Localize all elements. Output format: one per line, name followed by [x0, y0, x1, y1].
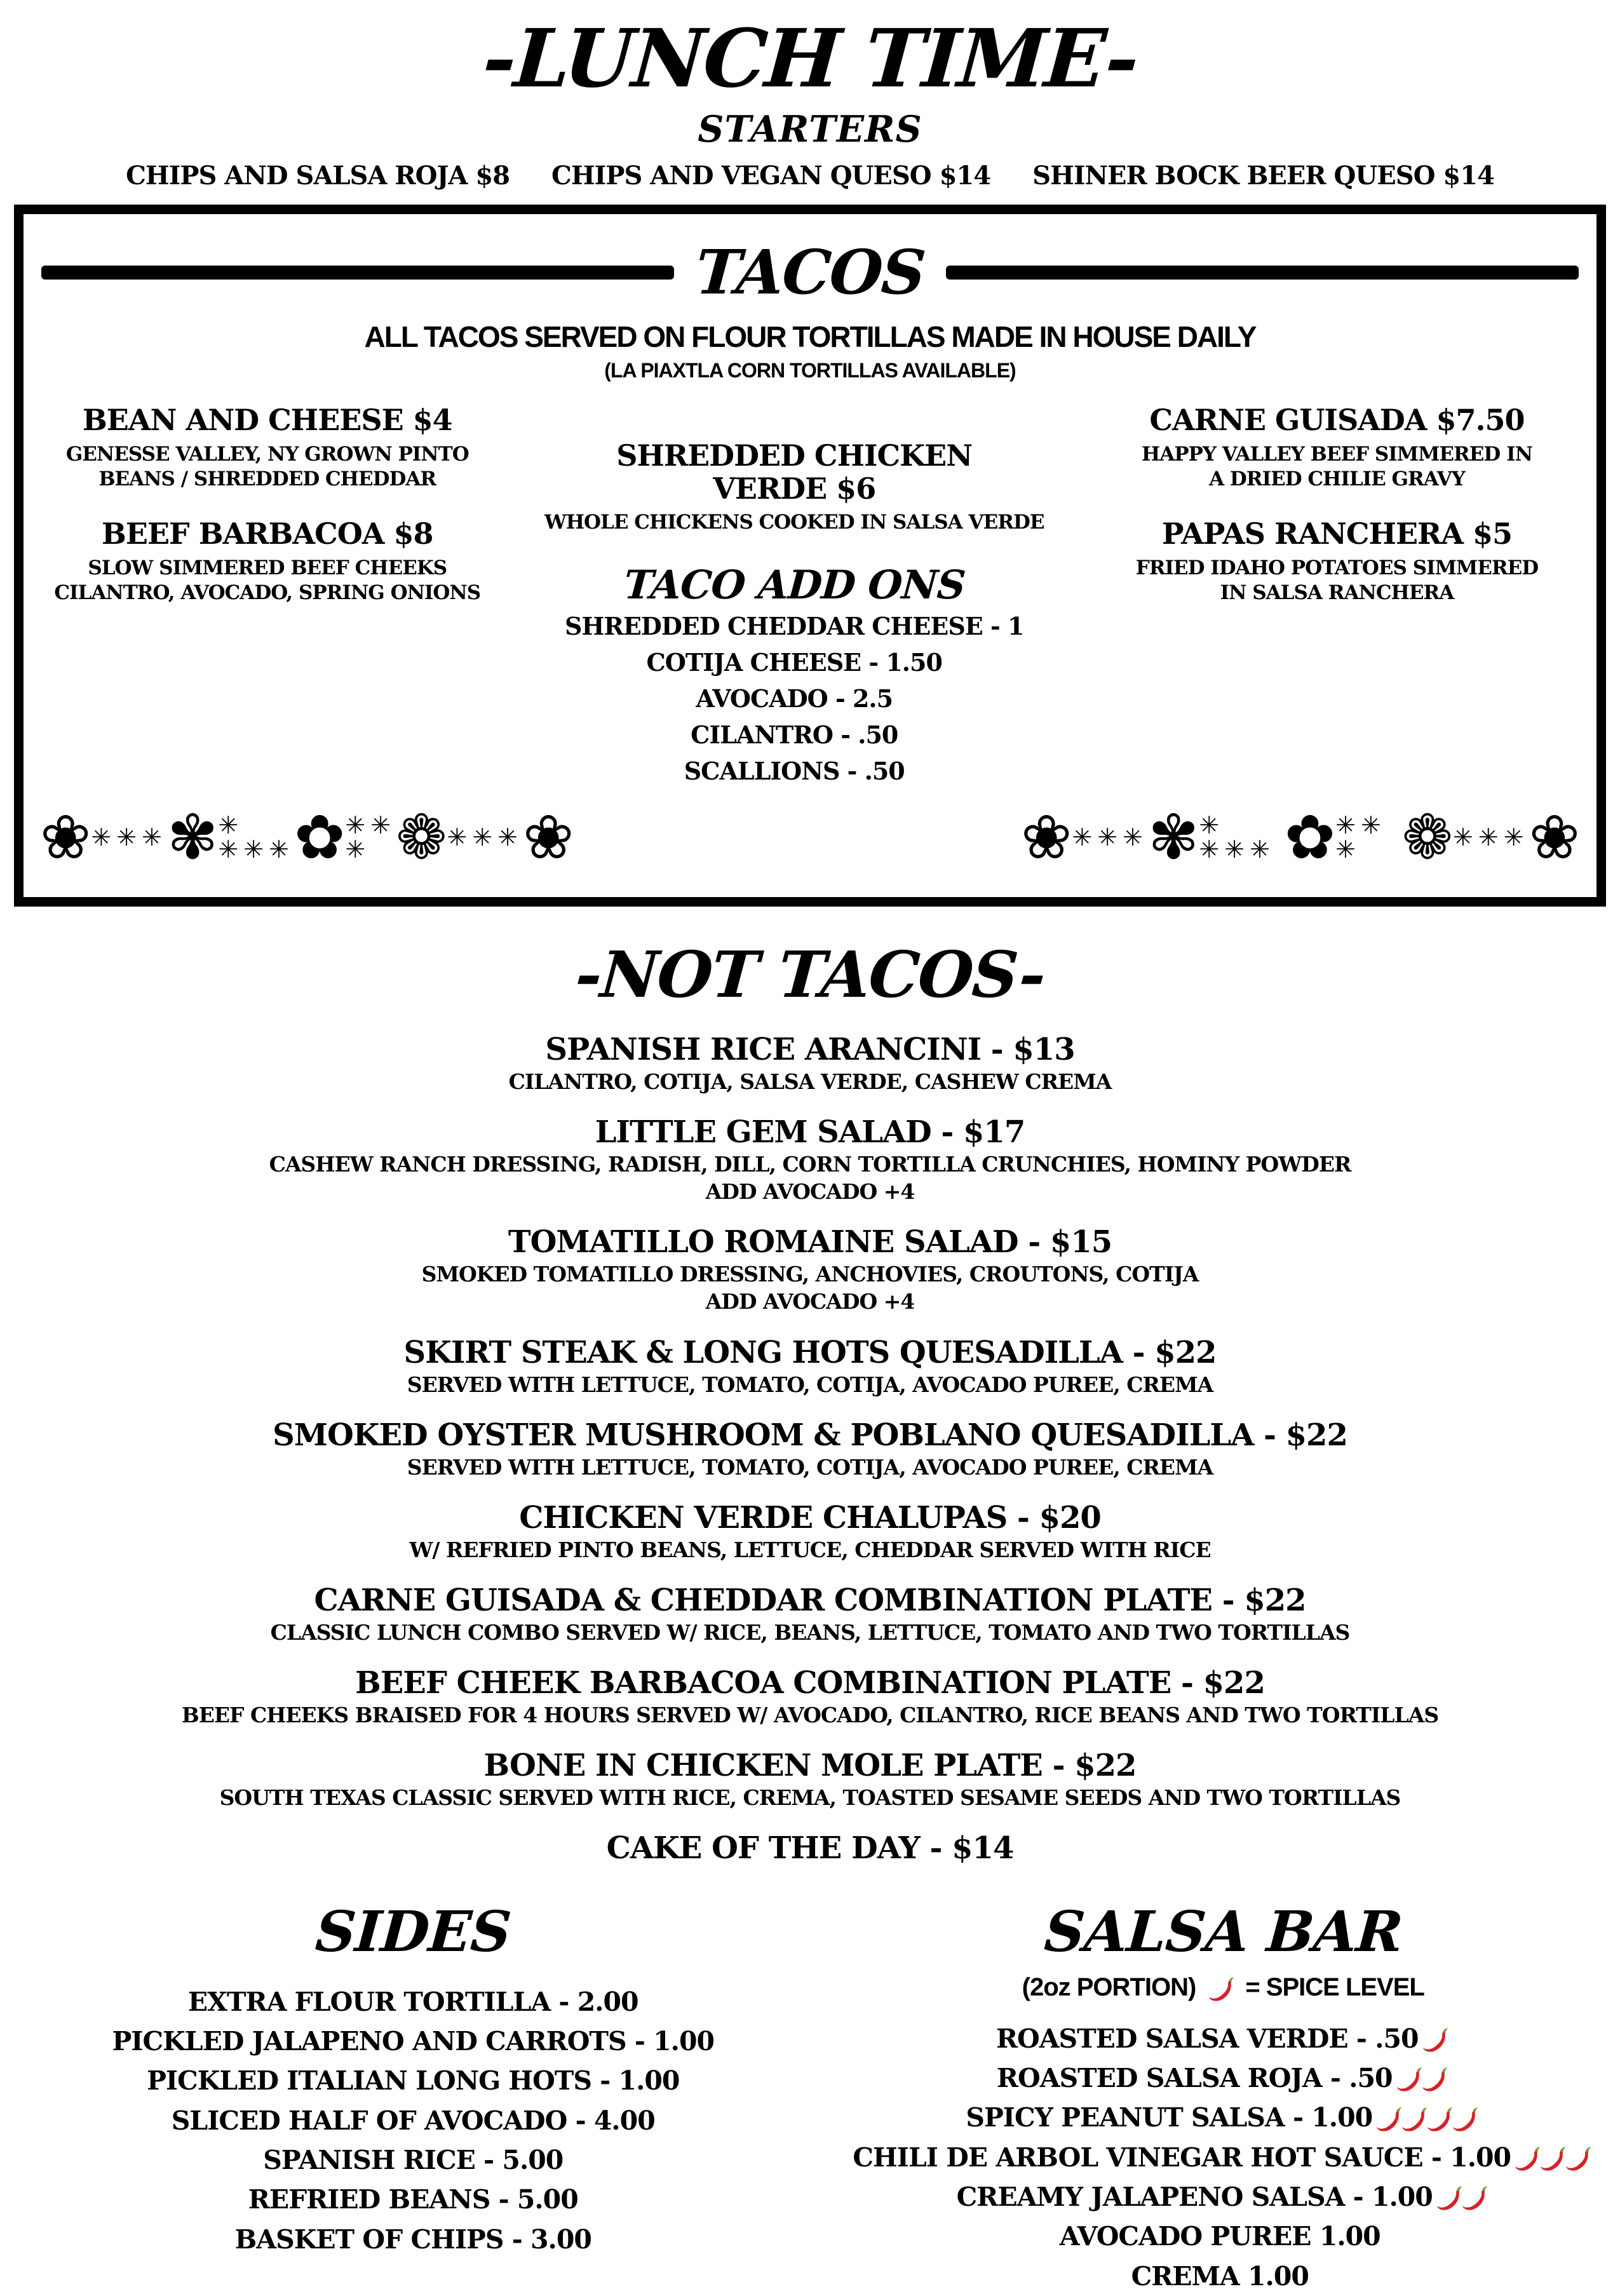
item-name: BEEF CHEEK BARBACOA COMBINATION PLATE - $22 [0, 1666, 1620, 1700]
item-description: CLASSIC LUNCH COMBO SERVED W/ RICE, BEANS, LETTUCE, TOMATO AND TWO TORTILLAS [0, 1619, 1620, 1645]
flower-icon: ✿ [294, 807, 345, 868]
menu-item [0, 1749, 1620, 1811]
page-title: -LUNCH TIME- [0, 17, 1620, 100]
item-name: CREAMY JALAPENO SALSA - 1.00 [957, 2177, 1433, 2217]
item-name: SPICY PEANUT SALSA - 1.00 [966, 2098, 1372, 2137]
item-description: HAPPY VALLEY BEEF SIMMERED IN A DRIED CHILIE GRAVY [1133, 442, 1540, 492]
spice-level-note: = SPICE LEVEL [1245, 1973, 1424, 2002]
item-name: PAPAS RANCHERA $5 [1077, 518, 1596, 551]
star-sprigs-icon: ✳✳✳ [1072, 825, 1148, 849]
flower-icon: ✾ [1148, 807, 1199, 868]
item-description: BEEF CHEEKS BRAISED FOR 4 HOURS SERVED W/ AVOCADO, CILANTRO, RICE BEANS AND TWO TORTILLAS [0, 1702, 1620, 1728]
menu-item [511, 440, 1077, 535]
salsa-item [827, 2177, 1620, 2217]
salsa-item [827, 2217, 1620, 2256]
starter-item: SHINER BOCK BEER QUESO $14 [1032, 161, 1494, 191]
star-sprigs-icon: ✳ ✳✳✳ [1199, 813, 1284, 861]
flower-icon: ❀ [40, 807, 91, 868]
tacos-column-middle [511, 404, 1077, 789]
flower-icon: ✾ [167, 807, 218, 868]
menu-item [24, 404, 511, 491]
menu-item [1077, 404, 1596, 491]
salsa-item [827, 2257, 1620, 2296]
chili-pepper-icon [1421, 2027, 1450, 2056]
item-name: BEEF BARBACOA $8 [24, 518, 511, 551]
chili-pepper-icon [1451, 2106, 1480, 2135]
menu-item [0, 1832, 1620, 1865]
tacos-heading: TACOS [672, 242, 948, 303]
taco-add-ons-list [511, 608, 1077, 789]
tacos-heading-row [24, 242, 1596, 303]
side-item: SPANISH RICE - 5.00 [0, 2140, 827, 2180]
heading-rule-left [41, 266, 674, 280]
item-name: SHREDDED CHICKEN VERDE $6 [610, 440, 978, 505]
starters-list [0, 161, 1620, 191]
chili-pepper-icon [1207, 1976, 1236, 2005]
flower-divider-right [1021, 807, 1580, 868]
item-description: SERVED WITH LETTUCE, TOMATO, COTIJA, AVOCADO PUREE, CREMA [0, 1372, 1620, 1398]
tacos-section [14, 205, 1606, 907]
sides-section [0, 1898, 827, 2296]
flower-divider-left [40, 807, 542, 868]
item-name: BONE IN CHICKEN MOLE PLATE - $22 [0, 1749, 1620, 1783]
side-item: BASKET OF CHIPS - 3.00 [0, 2220, 827, 2259]
flower-icon: ❁ [396, 807, 447, 868]
bottom-sections [0, 1898, 1620, 2296]
spice-level-indicator [1517, 2145, 1593, 2175]
item-name: SPANISH RICE ARANCINI - $13 [0, 1033, 1620, 1067]
tacos-column-left [24, 404, 511, 789]
salsa-item [827, 2058, 1620, 2098]
item-description: SMOKED TOMATILLO DRESSING, ANCHOVIES, CROUTONS, COTIJA [0, 1261, 1620, 1287]
flower-icon: ❁ [1402, 807, 1453, 868]
item-name: LITTLE GEM SALAD - $17 [0, 1116, 1620, 1149]
heading-rule-right [946, 266, 1579, 280]
menu-item [0, 1336, 1620, 1398]
menu-item [0, 1419, 1620, 1480]
item-name: CAKE OF THE DAY - $14 [0, 1832, 1620, 1865]
item-name: CHILI DE ARBOL VINEGAR HOT SAUCE - 1.00 [853, 2138, 1511, 2177]
item-name: AVOCADO PUREE 1.00 [1060, 2217, 1380, 2256]
item-description: FRIED IDAHO POTATOES SIMMERED IN SALSA RANCHERA [1133, 556, 1540, 605]
star-sprigs-icon: ✳✳✳ [447, 825, 523, 849]
taco-add-ons-heading: TACO ADD ONS [510, 562, 1079, 608]
salsa-bar-note [827, 1973, 1620, 2002]
side-item: PICKLED ITALIAN LONG HOTS - 1.00 [0, 2061, 827, 2100]
menu-item [0, 1116, 1620, 1205]
item-name: CARNE GUISADA & CHEDDAR COMBINATION PLATE - $22 [0, 1584, 1620, 1617]
menu-item [0, 1584, 1620, 1645]
flower-icon: ❀ [523, 807, 574, 868]
add-on-item: SHREDDED CHEDDAR CHEESE - 1 [511, 608, 1077, 644]
salsa-bar-heading: SALSA BAR [824, 1898, 1620, 1964]
salsa-item [827, 2019, 1620, 2058]
tacos-grid [24, 404, 1596, 789]
menu-item [24, 518, 511, 605]
chili-pepper-icon [1564, 2145, 1593, 2175]
add-on-item: COTIJA CHEESE - 1.50 [511, 644, 1077, 680]
star-sprigs-icon: ✳✳✳ [1453, 825, 1529, 849]
item-description: SERVED WITH LETTUCE, TOMATO, COTIJA, AVOCADO PUREE, CREMA [0, 1454, 1620, 1480]
side-item: SLICED HALF OF AVOCADO - 4.00 [0, 2101, 827, 2140]
tacos-note: ALL TACOS SERVED ON FLOUR TORTILLAS MADE IN HOUSE DAILY [24, 320, 1596, 354]
menu-page [0, 17, 1620, 2296]
item-description: WHOLE CHICKENS COOKED IN SALSA VERDE [511, 510, 1077, 535]
item-name: TOMATILLO ROMAINE SALAD - $15 [0, 1226, 1620, 1259]
item-extra: ADD AVOCADO +4 [0, 1178, 1620, 1205]
item-extra: ADD AVOCADO +4 [0, 1288, 1620, 1314]
chili-pepper-icon [1461, 2185, 1490, 2214]
add-on-item: SCALLIONS - .50 [511, 753, 1077, 789]
flower-icon: ✿ [1285, 807, 1335, 868]
not-tacos-heading: -NOT TACOS- [0, 937, 1620, 1012]
item-name: ROASTED SALSA VERDE - .50 [996, 2019, 1419, 2058]
item-description: SLOW SIMMERED BEEF CHEEKS CILANTRO, AVOCADO, SPRING ONIONS [45, 556, 490, 605]
item-description: W/ REFRIED PINTO BEANS, LETTUCE, CHEDDAR SERVED WITH RICE [0, 1537, 1620, 1563]
item-name: CREMA 1.00 [1131, 2257, 1309, 2296]
side-item: REFRIED BEANS - 5.00 [0, 2180, 827, 2219]
star-sprigs-icon: ✳ ✳✳✳ [218, 813, 294, 861]
side-item: EXTRA FLOUR TORTILLA - 2.00 [0, 1982, 827, 2022]
chili-pepper-icon [1421, 2066, 1450, 2095]
item-name: CHICKEN VERDE CHALUPAS - $20 [0, 1501, 1620, 1535]
star-sprigs-icon: ✳✳ ✳ [345, 813, 396, 861]
starter-item: CHIPS AND SALSA ROJA $8 [126, 161, 510, 191]
spice-legend-pepper [1211, 1976, 1236, 2005]
menu-item [0, 1501, 1620, 1563]
spice-level-indicator [1425, 2027, 1450, 2056]
menu-item [0, 1226, 1620, 1314]
item-name: SKIRT STEAK & LONG HOTS QUESADILLA - $22 [0, 1336, 1620, 1370]
salsa-bar-section [827, 1898, 1620, 2296]
portion-note: (2oz PORTION) [1022, 1973, 1196, 2002]
spice-level-indicator [1379, 2106, 1480, 2135]
add-on-item: AVOCADO - 2.5 [511, 680, 1077, 717]
sides-heading: SIDES [0, 1898, 828, 1964]
flower-icon: ❀ [1529, 807, 1580, 868]
star-sprigs-icon: ✳✳ ✳ [1335, 813, 1401, 861]
menu-item [1077, 518, 1596, 605]
menu-item [0, 1033, 1620, 1095]
item-name: BEAN AND CHEESE $4 [24, 404, 511, 437]
item-description: CILANTRO, COTIJA, SALSA VERDE, CASHEW CREMA [0, 1069, 1620, 1095]
item-description: GENESSE VALLEY, NY GROWN PINTO BEANS / SHREDDED CHEDDAR [45, 442, 490, 492]
item-name: CARNE GUISADA $7.50 [1077, 404, 1596, 437]
salsa-item [827, 2138, 1620, 2177]
item-description: CASHEW RANCH DRESSING, RADISH, DILL, CORN TORTILLA CRUNCHIES, HOMINY POWDER [0, 1151, 1620, 1177]
spice-level-indicator [1439, 2185, 1490, 2214]
add-on-item: CILANTRO - .50 [511, 717, 1077, 753]
starter-item: CHIPS AND VEGAN QUESO $14 [551, 161, 990, 191]
item-description: SOUTH TEXAS CLASSIC SERVED WITH RICE, CREMA, TOASTED SESAME SEEDS AND TWO TORTILLAS [0, 1785, 1620, 1811]
item-name: SMOKED OYSTER MUSHROOM & POBLANO QUESADILLA - $22 [0, 1419, 1620, 1452]
salsa-list [827, 2019, 1620, 2296]
tacos-subnote: (LA PIAXTLA CORN TORTILLAS AVAILABLE) [24, 359, 1596, 382]
sides-list [0, 1982, 827, 2259]
menu-item [0, 1666, 1620, 1728]
side-item: PICKLED JALAPENO AND CARROTS - 1.00 [0, 2022, 827, 2061]
flower-icon: ❀ [1021, 807, 1072, 868]
spice-level-indicator [1399, 2066, 1450, 2095]
star-sprigs-icon: ✳✳✳ [91, 825, 167, 849]
salsa-item [827, 2098, 1620, 2137]
not-tacos-list [0, 1033, 1620, 1865]
item-name: ROASTED SALSA ROJA - .50 [997, 2058, 1393, 2098]
starters-heading: STARTERS [0, 108, 1620, 151]
tacos-column-right [1077, 404, 1596, 789]
